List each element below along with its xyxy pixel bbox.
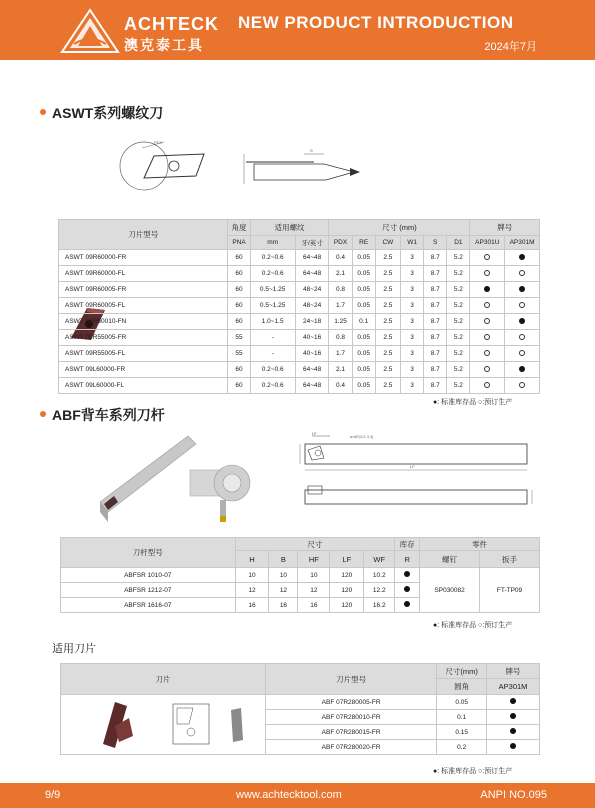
cw-cell: 2.5 xyxy=(375,330,400,346)
preorder-hollow-dot-icon xyxy=(484,366,490,372)
page-title: NEW PRODUCT INTRODUCTION xyxy=(238,13,514,32)
pdx-cell: 1.7 xyxy=(329,346,352,362)
cw-cell: 2.5 xyxy=(375,266,400,282)
grade-cell xyxy=(470,362,505,378)
w1-cell: 3 xyxy=(401,314,424,330)
stock-filled-dot-icon xyxy=(519,318,525,324)
col-header-wrench: 扳手 xyxy=(480,551,540,568)
preorder-hollow-dot-icon xyxy=(484,254,490,260)
col-header-insert-grade: 牌号 xyxy=(487,664,540,679)
h-cell: 12 xyxy=(235,583,269,598)
s-cell: 8.7 xyxy=(424,346,447,362)
grade-cell xyxy=(395,583,420,598)
bullet-icon xyxy=(40,109,46,115)
s-cell: 8.7 xyxy=(424,282,447,298)
grade-cell xyxy=(487,710,540,725)
preorder-hollow-dot-icon xyxy=(484,382,490,388)
preorder-hollow-dot-icon xyxy=(484,350,490,356)
w1-cell: 3 xyxy=(401,346,424,362)
col-header-angle: 角度 xyxy=(228,220,250,236)
d1-cell: 5.2 xyxy=(447,298,470,314)
col-header-pna: PNA xyxy=(228,236,250,250)
col-header-grade: 牌号 xyxy=(470,220,540,236)
h-cell: 16 xyxy=(235,598,269,613)
pna-cell: 60 xyxy=(228,298,250,314)
svg-text:PDX: PDX xyxy=(154,140,163,145)
s-cell: 8.7 xyxy=(424,362,447,378)
preorder-hollow-dot-icon xyxy=(484,302,490,308)
insert-model-cell: ASWT 09R55005-FR xyxy=(59,330,228,346)
round-cell: 0.05 xyxy=(437,695,487,710)
mm-cell: 0.5~1.25 xyxy=(250,298,295,314)
d1-cell: 5.2 xyxy=(447,266,470,282)
mm-cell: - xyxy=(250,346,295,362)
cw-cell: 2.5 xyxy=(375,250,400,266)
grade-cell xyxy=(470,314,505,330)
insert-model-cell: ASWT 09R60005-FL xyxy=(59,298,228,314)
preorder-hollow-dot-icon xyxy=(484,270,490,276)
grade-cell xyxy=(470,378,505,394)
col-header-w1: W1 xyxy=(401,236,424,250)
tpi-cell: 64~48 xyxy=(295,266,329,282)
grade-cell xyxy=(470,330,505,346)
col-header-stock: 库存 xyxy=(395,538,420,551)
d1-cell: 5.2 xyxy=(447,250,470,266)
insert-model-cell: ASWT 09R60005-FR xyxy=(59,282,228,298)
logo-mountain-icon xyxy=(60,8,120,54)
re-cell: 0.05 xyxy=(352,362,375,378)
w1-cell: 3 xyxy=(401,298,424,314)
d1-cell: 5.2 xyxy=(447,362,470,378)
col-header-ap301u: AP301U xyxy=(470,236,505,250)
pna-cell: 60 xyxy=(228,378,250,394)
abf-holder-drawing xyxy=(290,430,540,515)
section-title-aswt: ASWT系列螺纹刀 xyxy=(40,103,163,123)
section-title-inserts: 适用刀片 xyxy=(52,643,96,655)
insert-model-cell: ABF 07R280015-FR xyxy=(265,725,436,740)
pdx-cell: 2.1 xyxy=(329,362,352,378)
grade-cell xyxy=(470,250,505,266)
col-header-b: B xyxy=(269,551,298,568)
stock-filled-dot-icon xyxy=(404,601,410,607)
col-header-insert: 刀片 xyxy=(61,664,266,695)
col-header-insert-dims: 尺寸(mm) xyxy=(437,664,487,679)
grade-cell xyxy=(487,725,540,740)
svg-text:LF: LF xyxy=(312,431,317,436)
tpi-cell: 48~24 xyxy=(295,298,329,314)
col-header-model: 刀片型号 xyxy=(59,220,228,250)
mm-cell: - xyxy=(250,330,295,346)
cw-cell: 2.5 xyxy=(375,314,400,330)
grade-cell xyxy=(487,695,540,710)
grade-cell xyxy=(470,266,505,282)
stock-filled-dot-icon xyxy=(484,286,490,292)
stock-filled-dot-icon xyxy=(510,698,516,704)
table-row xyxy=(61,695,540,710)
table-row xyxy=(59,378,540,394)
mm-cell: 1.0~1.5 xyxy=(250,314,295,330)
brand-name-en: ACHTECK xyxy=(124,14,219,34)
s-cell: 8.7 xyxy=(424,330,447,346)
preorder-hollow-dot-icon xyxy=(519,334,525,340)
preorder-hollow-dot-icon xyxy=(519,382,525,388)
mm-cell: 0.2~0.6 xyxy=(250,266,295,282)
grade-cell xyxy=(470,282,505,298)
grade-cell xyxy=(505,298,540,314)
svg-text:a=60°(0.2, 0.3): a=60°(0.2, 0.3) xyxy=(350,435,374,439)
lf-cell: 120 xyxy=(330,568,364,583)
stock-filled-dot-icon xyxy=(510,743,516,749)
col-header-hf: HF xyxy=(298,551,330,568)
company-logo xyxy=(60,6,219,54)
hf-cell: 10 xyxy=(298,568,330,583)
stock-filled-dot-icon xyxy=(510,728,516,734)
lf-cell: 120 xyxy=(330,598,364,613)
table-row xyxy=(59,330,540,346)
col-header-ap301m: AP301M xyxy=(505,236,540,250)
s-cell: 8.7 xyxy=(424,314,447,330)
s-cell: 8.7 xyxy=(424,266,447,282)
table-row xyxy=(59,250,540,266)
stock-legend: ●: 标准库存品 ○:预订生产 xyxy=(433,399,513,406)
grade-cell xyxy=(487,740,540,755)
tpi-cell: 24~18 xyxy=(295,314,329,330)
insert-model-cell: ABF 07R280020-FR xyxy=(265,740,436,755)
insert-model-cell: ASWT 09R55005-FL xyxy=(59,346,228,362)
re-cell: 0.05 xyxy=(352,266,375,282)
table-row xyxy=(59,362,540,378)
col-header-lf: LF xyxy=(330,551,364,568)
wf-cell: 10.2 xyxy=(364,568,395,583)
w1-cell: 3 xyxy=(401,378,424,394)
w1-cell: 3 xyxy=(401,250,424,266)
wrench-cell: FT-TP09 xyxy=(480,568,540,613)
stock-filled-dot-icon xyxy=(519,286,525,292)
table-row xyxy=(59,266,540,282)
wf-cell: 16.2 xyxy=(364,598,395,613)
d1-cell: 5.2 xyxy=(447,378,470,394)
grade-cell xyxy=(505,314,540,330)
stock-filled-dot-icon xyxy=(519,366,525,372)
w1-cell: 3 xyxy=(401,282,424,298)
abf-holder-table xyxy=(60,537,540,613)
h-cell: 10 xyxy=(235,568,269,583)
pna-cell: 55 xyxy=(228,330,250,346)
table-row xyxy=(59,282,540,298)
w1-cell: 3 xyxy=(401,330,424,346)
b-cell: 12 xyxy=(269,583,298,598)
stock-filled-dot-icon xyxy=(519,254,525,260)
col-header-wf: WF xyxy=(364,551,395,568)
cw-cell: 2.5 xyxy=(375,378,400,394)
d1-cell: 5.2 xyxy=(447,282,470,298)
grade-cell xyxy=(505,378,540,394)
holder-model-cell: ABFSR 1212-07 xyxy=(61,583,236,598)
col-header-r: R xyxy=(395,551,420,568)
table-row xyxy=(61,568,540,583)
grade-cell xyxy=(505,250,540,266)
website-link[interactable]: www.achtecktool.com xyxy=(236,789,342,801)
preorder-hollow-dot-icon xyxy=(484,318,490,324)
col-header-thread: 适用螺纹 xyxy=(250,220,329,236)
col-header-mm: mm xyxy=(250,236,295,250)
col-header-dims: 尺寸 (mm) xyxy=(329,220,470,236)
pdx-cell: 2.1 xyxy=(329,266,352,282)
svg-text:LF: LF xyxy=(410,464,415,469)
d1-cell: 5.2 xyxy=(447,346,470,362)
round-cell: 0.1 xyxy=(437,710,487,725)
pna-cell: 60 xyxy=(228,250,250,266)
re-cell: 0.05 xyxy=(352,298,375,314)
page-number: 9/9 xyxy=(45,789,61,801)
pna-cell: 60 xyxy=(228,266,250,282)
wf-cell: 12.2 xyxy=(364,583,395,598)
screw-cell: SP030082 xyxy=(420,568,480,613)
insert-model-cell: ASWT 09R60000-FL xyxy=(59,266,228,282)
cw-cell: 2.5 xyxy=(375,282,400,298)
grade-cell xyxy=(505,266,540,282)
grade-cell xyxy=(505,330,540,346)
bullet-icon xyxy=(40,411,46,417)
brand-name-cn: 澳克泰工具 xyxy=(124,37,204,53)
abf-holder-photo xyxy=(92,430,252,530)
pdx-cell: 1.25 xyxy=(329,314,352,330)
tpi-cell: 40~16 xyxy=(295,330,329,346)
col-header-parts: 零件 xyxy=(420,538,540,551)
preorder-hollow-dot-icon xyxy=(519,270,525,276)
grade-cell xyxy=(395,568,420,583)
table-row xyxy=(59,314,540,330)
col-header-holder-model: 刀杆型号 xyxy=(61,538,236,568)
col-header-cw: CW xyxy=(375,236,400,250)
d1-cell: 5.2 xyxy=(447,330,470,346)
mm-cell: 0.2~0.6 xyxy=(250,378,295,394)
insert-image-cell xyxy=(61,695,266,755)
pdx-cell: 1.7 xyxy=(329,298,352,314)
w1-cell: 3 xyxy=(401,362,424,378)
col-header-holder-dims: 尺寸 xyxy=(235,538,395,551)
col-header-ap301m-2: AP301M xyxy=(487,679,540,695)
col-header-tpi: 牙/英寸 xyxy=(295,236,329,250)
section-title-abf: ABF背车系列刀杆 xyxy=(40,405,165,425)
tpi-cell: 48~24 xyxy=(295,282,329,298)
w1-cell: 3 xyxy=(401,266,424,282)
col-header-re: RE xyxy=(352,236,375,250)
tpi-cell: 64~48 xyxy=(295,362,329,378)
d1-cell: 5.2 xyxy=(447,314,470,330)
pdx-cell: 0.8 xyxy=(329,330,352,346)
cw-cell: 2.5 xyxy=(375,362,400,378)
col-header-screw: 螺钉 xyxy=(420,551,480,568)
col-header-h: H xyxy=(235,551,269,568)
stock-filled-dot-icon xyxy=(404,571,410,577)
b-cell: 16 xyxy=(269,598,298,613)
pna-cell: 55 xyxy=(228,346,250,362)
tpi-cell: 40~16 xyxy=(295,346,329,362)
insert-model-cell: ASWT 09R60000-FR xyxy=(59,250,228,266)
re-cell: 0.05 xyxy=(352,330,375,346)
pna-cell: 60 xyxy=(228,362,250,378)
stock-legend: ●: 标准库存品 ○:预订生产 xyxy=(433,768,513,775)
round-cell: 0.2 xyxy=(437,740,487,755)
svg-text:S: S xyxy=(310,148,313,153)
grade-cell xyxy=(395,598,420,613)
tpi-cell: 64~48 xyxy=(295,250,329,266)
hf-cell: 12 xyxy=(298,583,330,598)
grade-cell xyxy=(505,362,540,378)
insert-model-cell: ASWT 09L60000-FR xyxy=(59,362,228,378)
aswt-insert-drawing xyxy=(104,134,394,194)
publish-date: 2024年7月 xyxy=(484,41,537,53)
preorder-hollow-dot-icon xyxy=(519,302,525,308)
re-cell: 0.05 xyxy=(352,282,375,298)
col-header-pdx: PDX xyxy=(329,236,352,250)
s-cell: 8.7 xyxy=(424,250,447,266)
cw-cell: 2.5 xyxy=(375,346,400,362)
col-header-d1: D1 xyxy=(447,236,470,250)
col-header-insert-model: 刀片型号 xyxy=(265,664,436,695)
re-cell: 0.1 xyxy=(352,314,375,330)
tpi-cell: 64~48 xyxy=(295,378,329,394)
pna-cell: 60 xyxy=(228,282,250,298)
hf-cell: 16 xyxy=(298,598,330,613)
stock-filled-dot-icon xyxy=(404,586,410,592)
cw-cell: 2.5 xyxy=(375,298,400,314)
header-bar xyxy=(0,0,595,60)
pdx-cell: 0.4 xyxy=(329,378,352,394)
col-header-round: 圆角 xyxy=(437,679,487,695)
mm-cell: 0.5~1.25 xyxy=(250,282,295,298)
abf-insert-image xyxy=(63,696,263,752)
re-cell: 0.05 xyxy=(352,378,375,394)
grade-cell xyxy=(470,346,505,362)
abf-insert-table xyxy=(60,663,540,755)
b-cell: 10 xyxy=(269,568,298,583)
table-row xyxy=(59,298,540,314)
mm-cell: 0.2~0.6 xyxy=(250,362,295,378)
preorder-hollow-dot-icon xyxy=(484,334,490,340)
re-cell: 0.05 xyxy=(352,250,375,266)
insert-model-cell: ABF 07R280005-FR xyxy=(265,695,436,710)
holder-model-cell: ABFSR 1616-07 xyxy=(61,598,236,613)
table-row xyxy=(59,346,540,362)
col-header-s: S xyxy=(424,236,447,250)
s-cell: 8.7 xyxy=(424,378,447,394)
insert-model-cell: ASWT 09L60000-FL xyxy=(59,378,228,394)
footer-bar xyxy=(0,783,595,808)
mm-cell: 0.2~0.6 xyxy=(250,250,295,266)
preorder-hollow-dot-icon xyxy=(519,350,525,356)
insert-model-cell: ASWT 09R60010-FN xyxy=(59,314,228,330)
lf-cell: 120 xyxy=(330,583,364,598)
insert-model-cell: ABF 07R280010-FR xyxy=(265,710,436,725)
holder-model-cell: ABFSR 1010-07 xyxy=(61,568,236,583)
grade-cell xyxy=(505,282,540,298)
grade-cell xyxy=(505,346,540,362)
re-cell: 0.05 xyxy=(352,346,375,362)
stock-legend: ●: 标准库存品 ○:预订生产 xyxy=(433,622,513,629)
pna-cell: 60 xyxy=(228,314,250,330)
round-cell: 0.15 xyxy=(437,725,487,740)
pdx-cell: 0.4 xyxy=(329,250,352,266)
stock-filled-dot-icon xyxy=(510,713,516,719)
s-cell: 8.7 xyxy=(424,298,447,314)
pdx-cell: 0.8 xyxy=(329,282,352,298)
grade-cell xyxy=(470,298,505,314)
aswt-insert-table xyxy=(58,219,540,394)
anpi-number: ANPI NO.095 xyxy=(480,789,547,801)
